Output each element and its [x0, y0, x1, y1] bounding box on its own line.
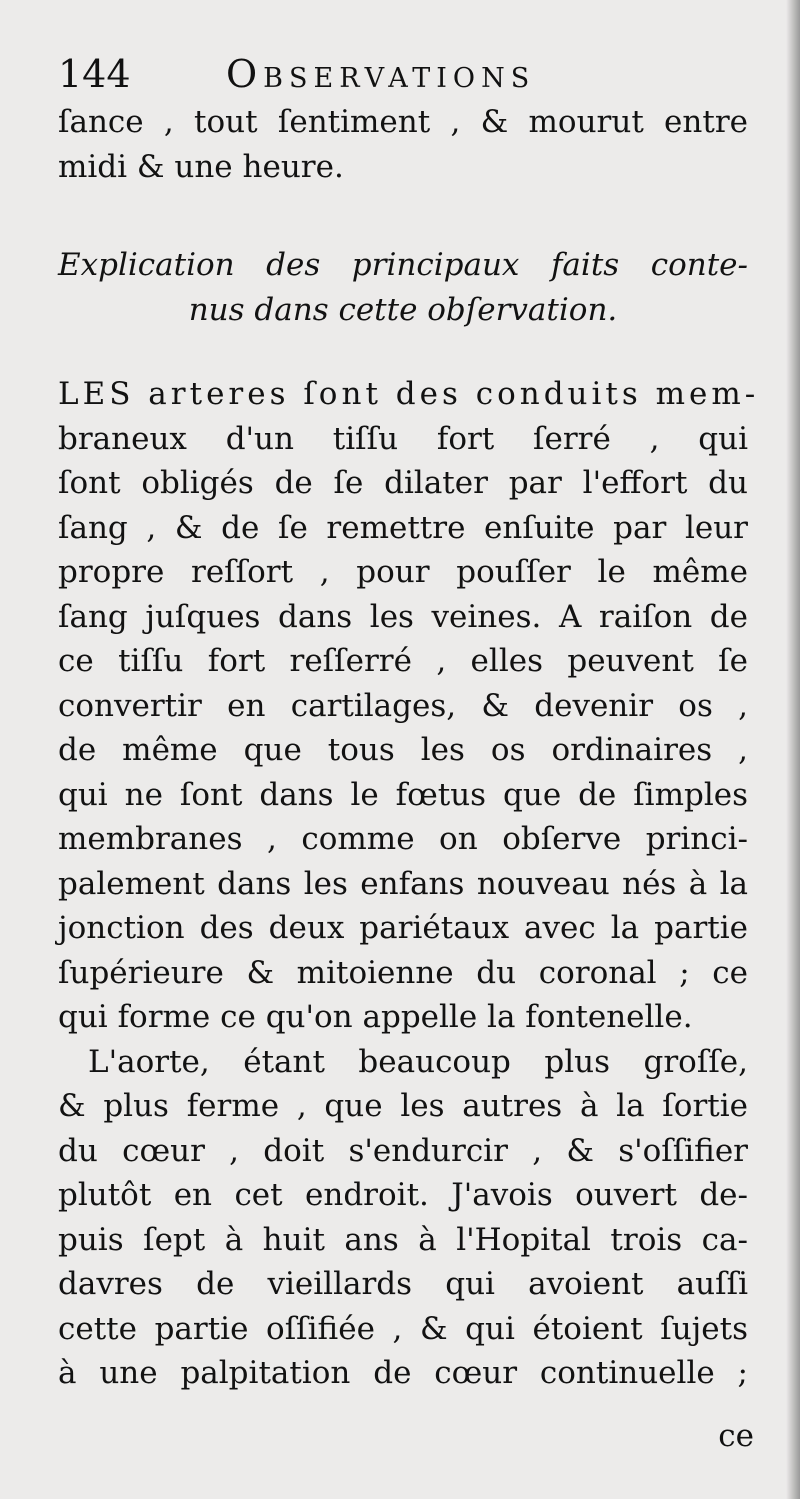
text-line: ce tiſſu fort reſſerré , elles peuvent ſe: [58, 643, 748, 679]
paragraph-1: [58, 372, 760, 1040]
body-text: [58, 100, 760, 1396]
text-line: à une palpitation de cœur continuelle ;: [58, 1355, 748, 1391]
text-line: ſont obligés de ſe dilater par l'effort du: [58, 465, 748, 501]
text-line: palement dans les enfans nouveau nés à la: [58, 865, 748, 902]
text-line: plutôt en cet endroit. J'avois ouvert de-: [58, 1177, 748, 1213]
text-line: ſang juſques dans les veines. A raiſon de: [58, 598, 748, 635]
fragment-paragraph: [58, 100, 748, 189]
catchword: ce: [718, 1418, 754, 1454]
text-line: braneux d'un tiſſu fort ſerré , qui: [58, 420, 748, 457]
text-line: & plus ferme , que les autres à la ſortie: [58, 1088, 748, 1124]
text-line: L'aorte, étant beaucoup plus groſſe,: [88, 1043, 748, 1080]
text-line: ſance , tout ſentiment , & mourut entre: [58, 104, 748, 140]
text-line: LES arteres ſont des conduits mem-: [58, 376, 760, 412]
text-line: ſupérieure & mitoienne du coronal ; ce: [58, 954, 748, 991]
text-line: convertir en cartilages, & devenir os ,: [58, 687, 748, 724]
text-line: du cœur , doit s'endurcir , & s'oſſifier: [58, 1132, 748, 1169]
text-line: cette partie oſſifiée , & qui étoient ſujets: [58, 1310, 748, 1347]
text-line: qui forme ce qu'on appelle la fontenelle.: [58, 999, 693, 1035]
text-line: qui ne ſont dans le fœtus que de ſimples: [58, 776, 748, 813]
heading-line: Explication des principaux faits conte-: [58, 247, 748, 283]
text-line: davres de vieillards qui avoient auſſi: [58, 1266, 748, 1302]
section-heading: [58, 243, 748, 332]
text-line: puis ſept à huit ans à l'Hopital trois ca-: [58, 1221, 748, 1258]
text-line: membranes , comme on obſerve princi-: [58, 821, 748, 857]
running-head: [58, 52, 758, 102]
text-line: de même que tous les os ordinaires ,: [58, 732, 748, 768]
heading-line: nus dans cette obſervation.: [188, 291, 618, 328]
text-line: propre reſſort , pour pouſſer le même: [58, 554, 748, 590]
page-number: 144: [58, 52, 131, 96]
running-title: Observations: [226, 52, 536, 96]
paragraph-2: [58, 1040, 748, 1396]
text-line: ſang , & de ſe remettre enſuite par leur: [58, 509, 748, 546]
text-line: midi & une heure.: [58, 148, 344, 185]
text-line: jonction des deux pariétaux avec la partie: [58, 910, 748, 946]
